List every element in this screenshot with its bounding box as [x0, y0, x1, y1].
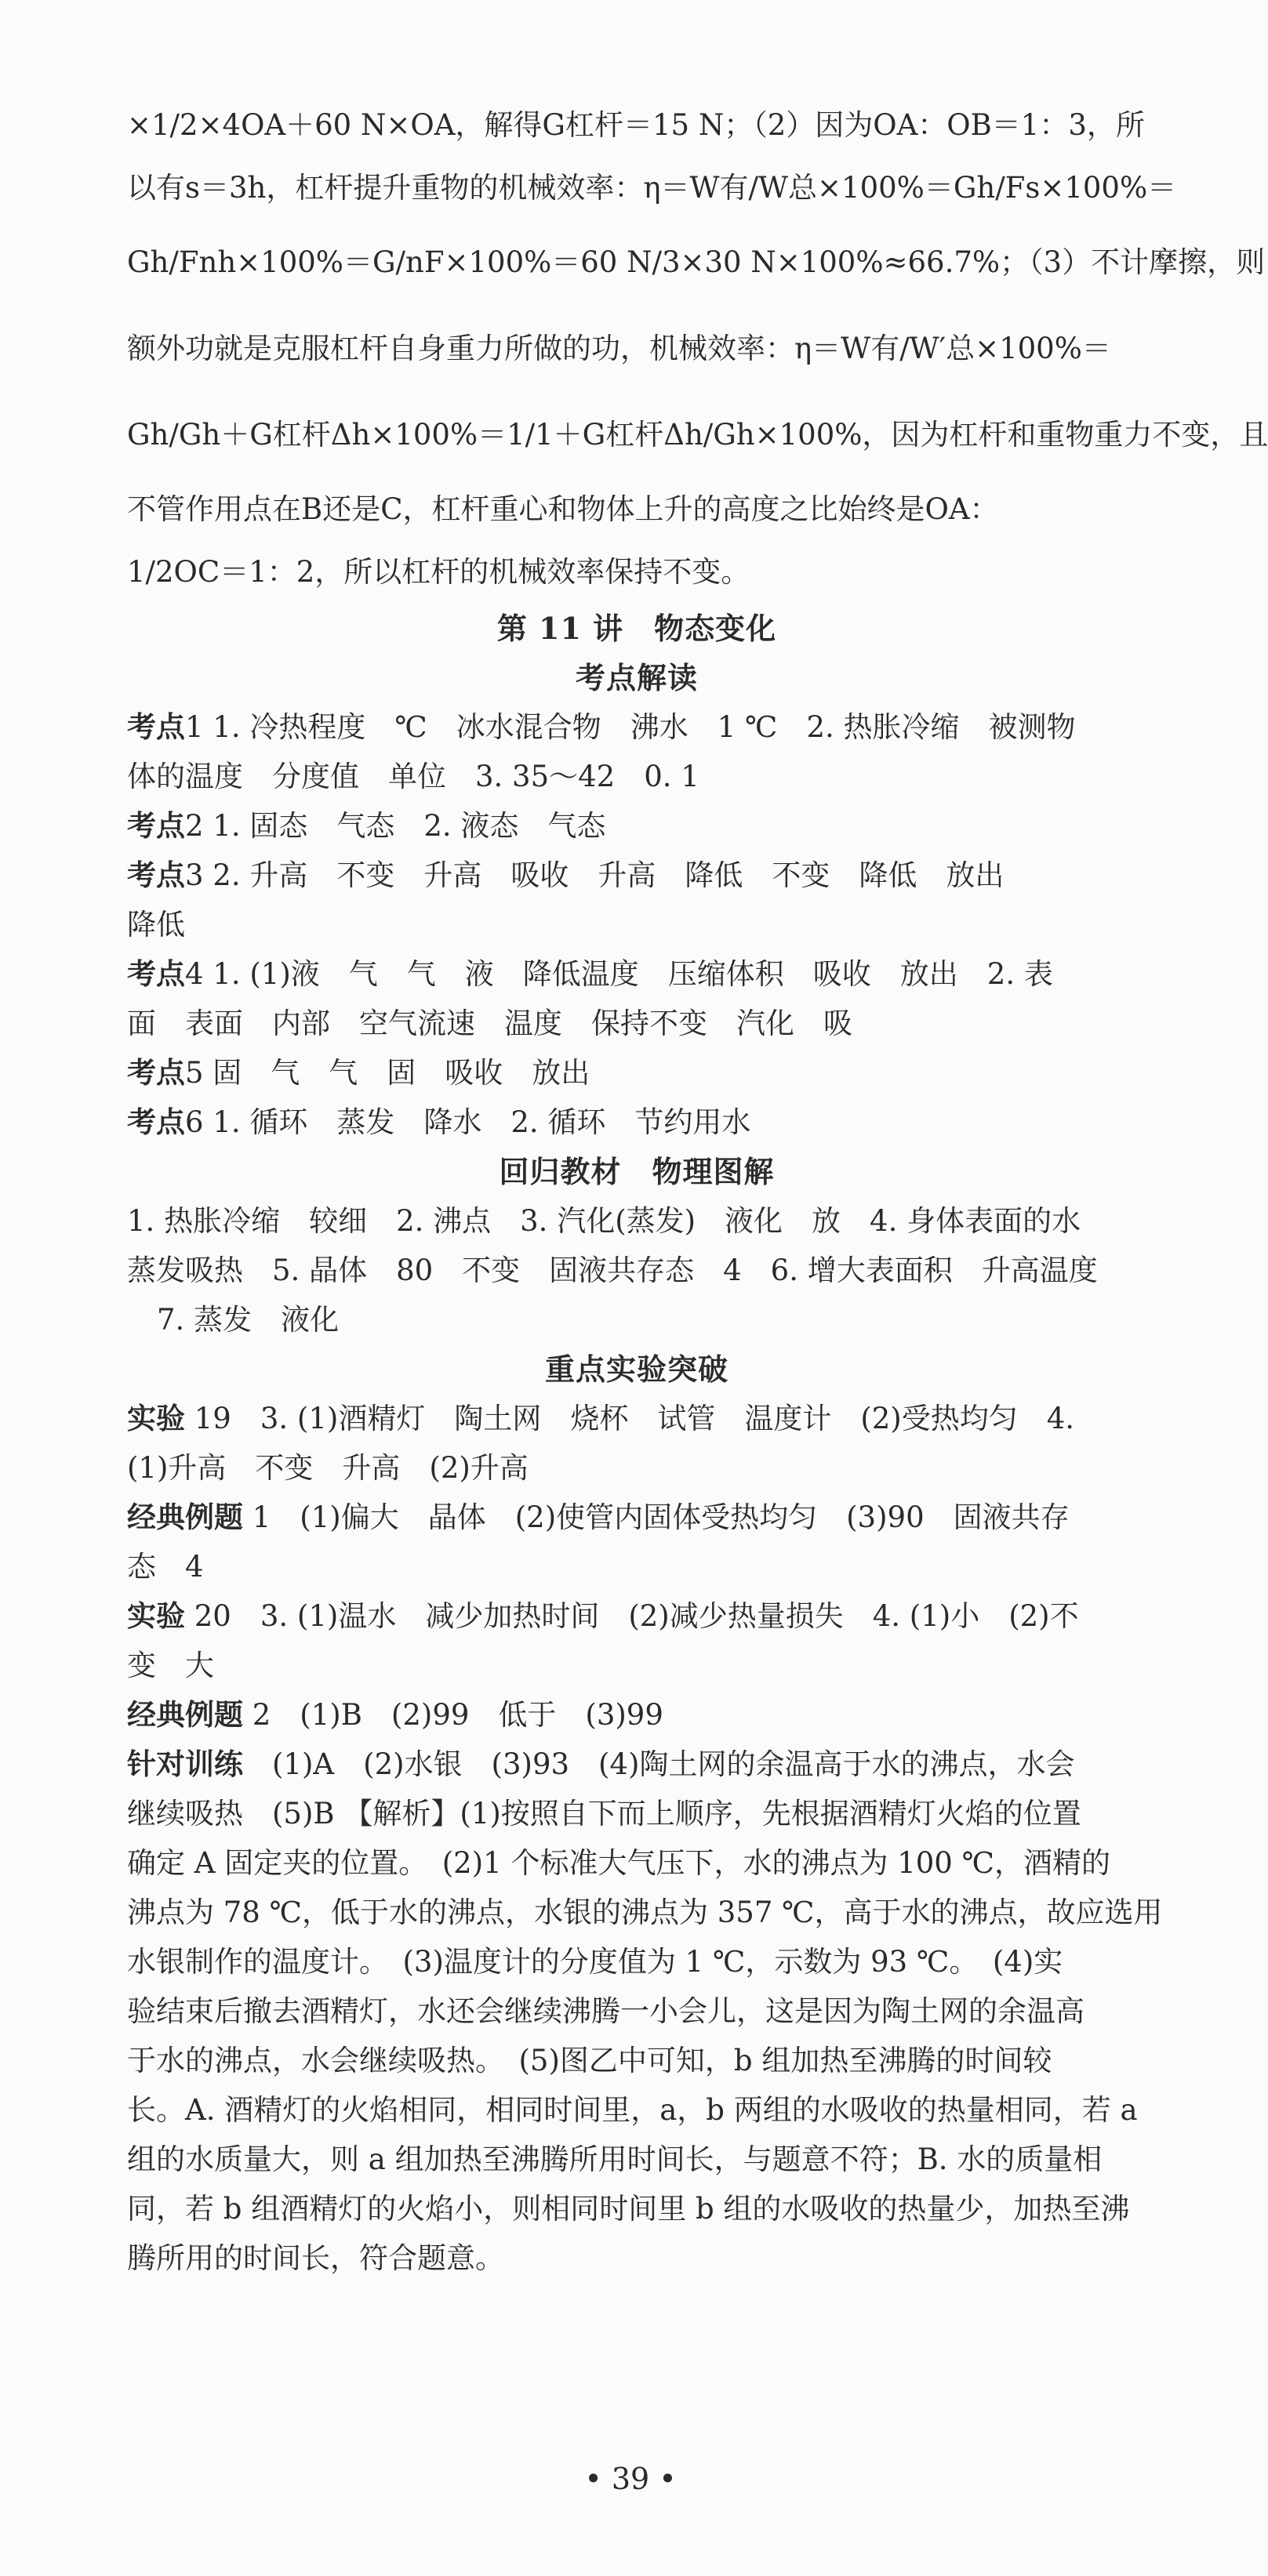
list-item: 降低: [127, 908, 185, 942]
list-item: 考点5 固 气 气 固 吸收 放出: [127, 1056, 590, 1090]
list-item: 腾所用的时间长，符合题意。: [127, 2241, 504, 2275]
list-item: 验结束后撤去酒精灯，水还会继续沸腾一小会儿，这是因为陶土网的余温高: [127, 1994, 1085, 2028]
page-number: • 39 •: [584, 2462, 677, 2496]
list-item: 经典例题 1 (1)偏大 晶体 (2)使管内固体受热均匀 (3)90 固液共存: [127, 1500, 1070, 1534]
list-item: 实验 20 3. (1)温水 减少加热时间 (2)减少热量损失 4. (1)小 (2)不: [127, 1599, 1079, 1633]
section-title-shiyan: 重点实验突破: [544, 1351, 728, 1387]
list-item: 1. 热胀冷缩 较细 2. 沸点 3. 汽化(蒸发) 液化 放 4. 身体表面的水: [127, 1204, 1081, 1238]
list-item: 针对训练 (1)A (2)水银 (3)93 (4)陶土网的余温高于水的沸点，水会: [127, 1747, 1075, 1781]
text-line: 以有s＝3h，杠杆提升重物的机械效率：η＝W有/W总×100%＝Gh/Fs×100%＝: [127, 171, 1177, 205]
list-item: 7. 蒸发 液化: [157, 1303, 340, 1337]
section-title-huigui: 回归教材 物理图解: [499, 1154, 775, 1189]
kaodian-list: [127, 702, 1146, 1147]
text-line: Gh/Gh＋G杠杆Δh×100%＝1/1＋G杠杆Δh/Gh×100%，因为杠杆和重物重力不变，且: [127, 418, 1268, 452]
shiyan-list: [127, 1394, 1163, 2283]
list-item: 沸点为 78 ℃，低于水的沸点，水银的沸点为 357 ℃，高于水的沸点，故应选用: [127, 1896, 1163, 1929]
list-item: 考点3 2. 升高 不变 升高 吸收 升高 降低 不变 降低 放出: [127, 858, 1005, 892]
list-item: 考点1 1. 冷热程度 ℃ 冰水混合物 沸水 1 ℃ 2. 热胀冷缩 被测物: [127, 710, 1076, 744]
text-line: ×1/2×4OA＋60 N×OA，解得G杠杆＝15 N；（2）因为OA：OB＝1：3，所: [127, 108, 1145, 142]
list-item: 于水的沸点，水会继续吸热。 (5)图乙中可知，b 组加热至沸腾的时间较: [127, 2044, 1052, 2077]
list-item: 组的水质量大，则 a 组加热至沸腾所用时间长，与题意不符；B. 水的质量相: [127, 2142, 1103, 2176]
list-item: 长。A. 酒精灯的火焰相同，相同时间里，a，b 两组的水吸收的热量相同，若 a: [127, 2093, 1138, 2127]
list-item: 变 大: [127, 1649, 214, 1682]
list-item: 态 4: [127, 1550, 204, 1584]
list-item: 体的温度 分度值 单位 3. 35～42 0. 1: [127, 760, 699, 793]
list-item: 确定 A 固定夹的位置。 (2)1 个标准大气压下，水的沸点为 100 ℃，酒精的: [127, 1846, 1110, 1880]
list-item: 水银制作的温度计。 (3)温度计的分度值为 1 ℃，示数为 93 ℃。 (4)实: [127, 1945, 1063, 1979]
list-item: 蒸发吸热 5. 晶体 80 不变 固液共存态 4 6. 增大表面积 升高温度: [127, 1254, 1098, 1287]
text-line: 不管作用点在B还是C，杠杆重心和物体上升的高度之比始终是OA：: [127, 492, 999, 526]
text-line: Gh/Fnh×100%＝G/nF×100%＝60 N/3×30 N×100%≈66.7%；（3）不计摩擦，则: [127, 245, 1266, 279]
text-line: 额外功就是克服杠杆自身重力所做的功，机械效率：η＝W有/W′总×100%＝: [127, 332, 1111, 365]
list-item: 实验 19 3. (1)酒精灯 陶土网 烧杯 试管 温度计 (2)受热均匀 4.: [127, 1402, 1075, 1435]
lecture-title: 第 11 讲 物态变化: [496, 611, 777, 646]
list-item: 考点4 1. (1)液 气 气 液 降低温度 压缩体积 吸收 放出 2. 表: [127, 957, 1053, 991]
list-item: 考点2 1. 固态 气态 2. 液态 气态: [127, 809, 606, 843]
list-item: 继续吸热 (5)B 【解析】(1)按照自下而上顺序，先根据酒精灯火焰的位置: [127, 1797, 1081, 1830]
list-item: 面 表面 内部 空气流速 温度 保持不变 汽化 吸: [127, 1007, 852, 1040]
huigui-list: [127, 1196, 1146, 1344]
list-item: 经典例题 2 (1)B (2)99 低于 (3)99: [127, 1698, 663, 1732]
list-item: 考点6 1. 循环 蒸发 降水 2. 循环 节约用水: [127, 1105, 751, 1139]
list-item: (1)升高 不变 升高 (2)升高: [127, 1451, 529, 1485]
section-title-kaodian: 考点解读: [575, 660, 698, 695]
list-item: 同，若 b 组酒精灯的火焰小，则相同时间里 b 组的水吸收的热量少，加热至沸: [127, 2192, 1130, 2226]
page-content: [127, 94, 1268, 2283]
text-line: 1/2OC＝1：2，所以杠杆的机械效率保持不变。: [127, 555, 750, 589]
